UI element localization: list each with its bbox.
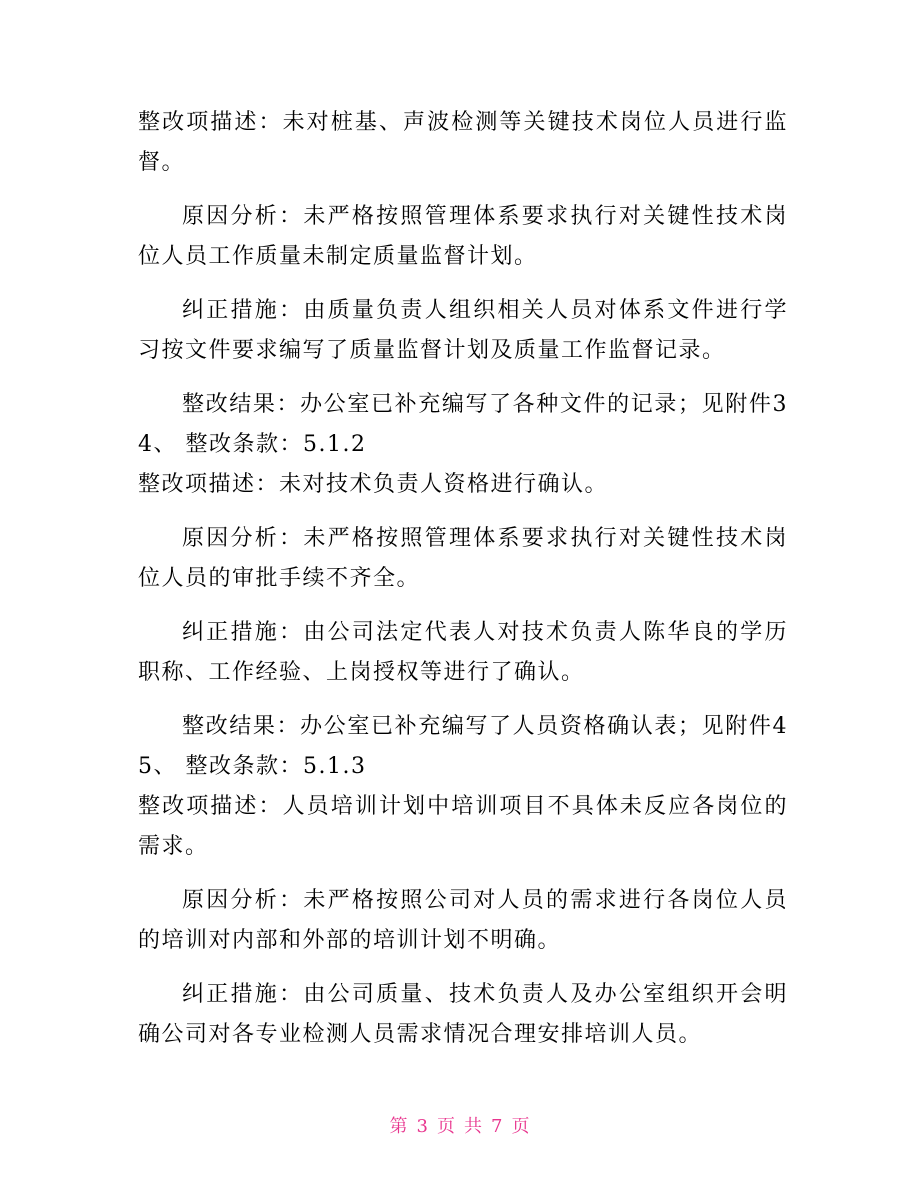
paragraph-cause-analysis-3: 原因分析：未严格按照公司对人员的需求进行各岗位人员的培训对内部和外部的培训计划不明确。 — [138, 888, 788, 953]
paragraph-result-2: 整改结果：办公室已补充编写了人员资格确认表；见附件4 5、 整改条款：5.1.3 — [138, 714, 788, 779]
paragraph-corrective-action-2: 纠正措施：由公司法定代表人对技术负责人陈华良的学历职称、工作经验、上岗授权等进行了确认。 — [138, 620, 788, 685]
footer-total-unit: 页 — [511, 1116, 531, 1137]
footer-page-unit: 页 — [437, 1116, 456, 1137]
paragraph-issue-description-2: 整改项描述：未对技术负责人资格进行确认。 — [138, 472, 609, 497]
footer-current-page: 3 — [416, 1116, 429, 1137]
paragraph-issue-description-3: 整改项描述：人员培训计划中培训项目不具体未反应各岗位的需求。 — [138, 794, 788, 859]
paragraph-result-1: 整改结果：办公室已补充编写了各种文件的记录；见附件3 4、 整改条款：5.1.2 — [138, 392, 788, 457]
paragraph-cause-analysis-2: 原因分析：未严格按照管理体系要求执行对关键性技术岗位人员的审批手续不齐全。 — [138, 526, 788, 591]
paragraph-cause-analysis-1: 原因分析：未严格按照管理体系要求执行对关键性技术岗位人员工作质量未制定质量监督计划。 — [138, 204, 788, 269]
document-body — [138, 103, 788, 1055]
footer-total-pages: 7 — [491, 1116, 504, 1137]
paragraph-corrective-action-1: 纠正措施：由质量负责人组织相关人员对体系文件进行学习按文件要求编写了质量监督计划及质量工作监督记录。 — [138, 298, 788, 363]
paragraph-corrective-action-3: 纠正措施：由公司质量、技术负责人及办公室组织开会明确公司对各专业检测人员需求情况合理安排培训人员。 — [138, 982, 788, 1047]
page-footer — [0, 1112, 920, 1138]
paragraph-issue-description-1: 整改项描述：未对桩基、声波检测等关键技术岗位人员进行监督。 — [138, 110, 788, 175]
footer-prefix: 第 — [389, 1116, 409, 1137]
footer-total-prefix: 共 — [464, 1116, 483, 1137]
